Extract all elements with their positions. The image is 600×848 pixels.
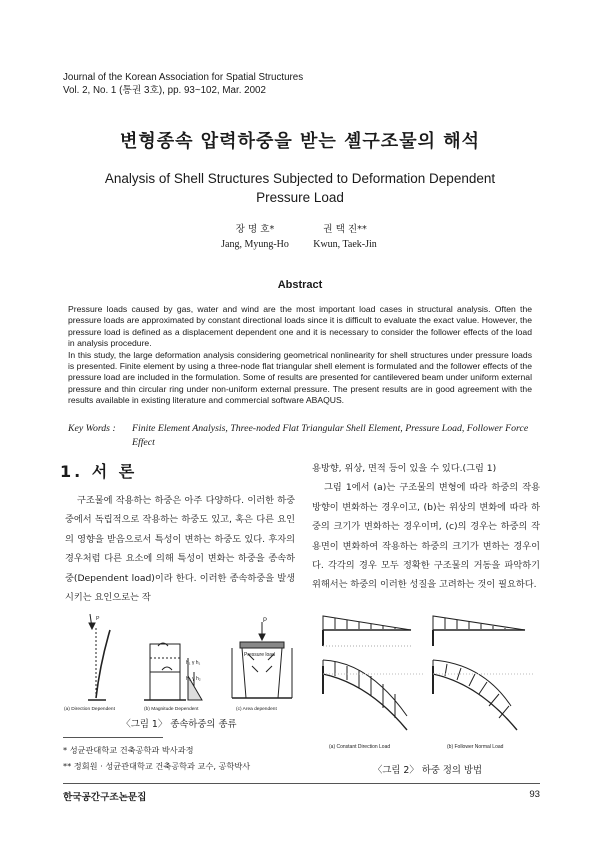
figure-2-a-constant-direction [323, 660, 425, 730]
keywords [68, 422, 533, 450]
author-1-en: Jang, Myung-Ho [221, 239, 289, 250]
intro-left-column [65, 491, 295, 607]
keywords-label: Key Words : [68, 423, 116, 434]
fig2-sub-b: (b) Follower Normal Load [447, 744, 504, 750]
label-p-c: P [263, 618, 268, 624]
intro-paragraph-2: 그림 1에서 (a)는 구조물의 변형에 따라 하중의 작용방향이 변화하는 경우이고, (b)는 위상의 변화에 따라 하중의 크기가 변화하는 경우이며, (c)의 경우는 하중의 작용면이 변화하여 작용하는 하중의 크기가 변하는 경우이다. 각각의 경우 모두 정확한 구조물의 거동을 파악하기 위해서는 하중의 이러한 성질을 고려하는 것이 필요하다. [312, 482, 540, 591]
title-english [60, 169, 540, 207]
figure-1c-area-dependent [232, 622, 292, 698]
figure-1-drawing [62, 614, 296, 714]
figure-2-top-right [433, 616, 525, 646]
journal-header [63, 71, 303, 97]
figure-2-b-follower-normal [433, 660, 535, 730]
label-p-a: P [96, 616, 100, 622]
keywords-line2: Effect [132, 437, 155, 448]
abstract-paragraph-2: In this study, the large deformation analysis considering geometrical nonlinearity for shell structures under pressure loads is presented. Finite element by using a three-node flat triangular shell element is formulated and the follower effects of the pressure load are included in the formulation. Some of results are presented for cantilevered beam under uniform external pressure and thin circular ring under non-uniform external pressure. The present results are in good agreement with the results available in existing literature and commercial software ABAQUS. [68, 349, 532, 406]
title-korean: 변형종속 압력하중을 받는 셸구조물의 해석 [119, 131, 481, 152]
footnote-1: * 성균관대학교 건축공학과 박사과정 [63, 745, 194, 755]
abstract-body [68, 304, 532, 407]
footer-divider [63, 783, 540, 784]
figure-2-caption: 〈그림 2〉 하중 정의 방법 [372, 765, 483, 776]
section-heading: 1. 서 론 [60, 462, 138, 481]
footnote-2: ** 정회원 · 성균관대학교 건축공학과 교수, 공학박사 [63, 761, 251, 771]
footnote-divider [63, 737, 163, 738]
fig1-sub-b: (b) Magnitude Dependent [144, 707, 199, 712]
fig2-sub-a: (a) Constant Direction Load [329, 744, 391, 750]
author-2 [290, 222, 400, 252]
abstract-paragraph-1: Pressure loads caused by gas, water and wind are the most important load cases in structural analysis. Often the pressure loads are approximated by constant directional loads since it is difficult to evaluate the exact value. However, the pressure load is defined as a displacement dependent one and it is necessary to consider the follower effects of the load in analysis procedure. [68, 304, 532, 349]
fig1-sub-a: (a) Direction Dependent [64, 707, 115, 712]
author-2-en: Kwun, Taek-Jin [313, 239, 377, 250]
journal-issue: Vol. 2, No. 1 (통권 3호), pp. 93~102, Mar. 2002 [63, 85, 266, 96]
footer-journal: 한국공간구조논문집 [63, 792, 147, 803]
title-english-line1: Analysis of Shell Structures Subjected to Deformation Dependent [104, 171, 496, 186]
figure-1a-direction-dependent [88, 614, 110, 700]
fig1-sub-c: (c) Area dependent [236, 707, 277, 712]
abstract-heading: Abstract [277, 279, 323, 291]
intro-paragraph-1: 구조물에 작용하는 하중은 아주 다양하다. 이러한 하중 중에서 독립적으로 작용하는 하중도 있고, 혹은 다른 요인의 영향을 받음으로서 특성이 변하는 하중도 있다. 후자의 경우처럼 다른 요소에 의해 특성이 변화는 하중을 종속하중(Dependent load)이라 한다. 이러한 종속하중을 발생시키는 요인으로는 작 [65, 495, 295, 604]
figure-2-drawing [315, 612, 540, 752]
keywords-line1: Finite Element Analysis, Three-noded Flat Triangular Shell Element, Pressure Load, Follower Force [132, 423, 529, 434]
title-english-line2: Pressure Load [256, 190, 344, 205]
journal-name: Journal of the Korean Association for Spatial Structures [63, 72, 304, 83]
intro-continuation: 용방향, 위상, 면적 등이 있을 수 있다.(그림 1) [312, 463, 497, 474]
figure-1b-magnitude-dependent [144, 643, 202, 700]
intro-right-column [312, 459, 540, 595]
page-number: 93 [529, 789, 540, 800]
label-h1: h₁ γ h₁ [186, 660, 201, 666]
label-pressure: Pressure load [244, 652, 275, 658]
label-h2: h₂ γ h₂ [186, 676, 201, 682]
figure-1-caption: 〈그림 1〉 종속하중의 종류 [121, 719, 237, 730]
author-2-ko: 권 택 진** [323, 224, 367, 235]
author-1-ko: 장 명 호* [235, 224, 275, 235]
figure-2-top-left [323, 616, 411, 646]
